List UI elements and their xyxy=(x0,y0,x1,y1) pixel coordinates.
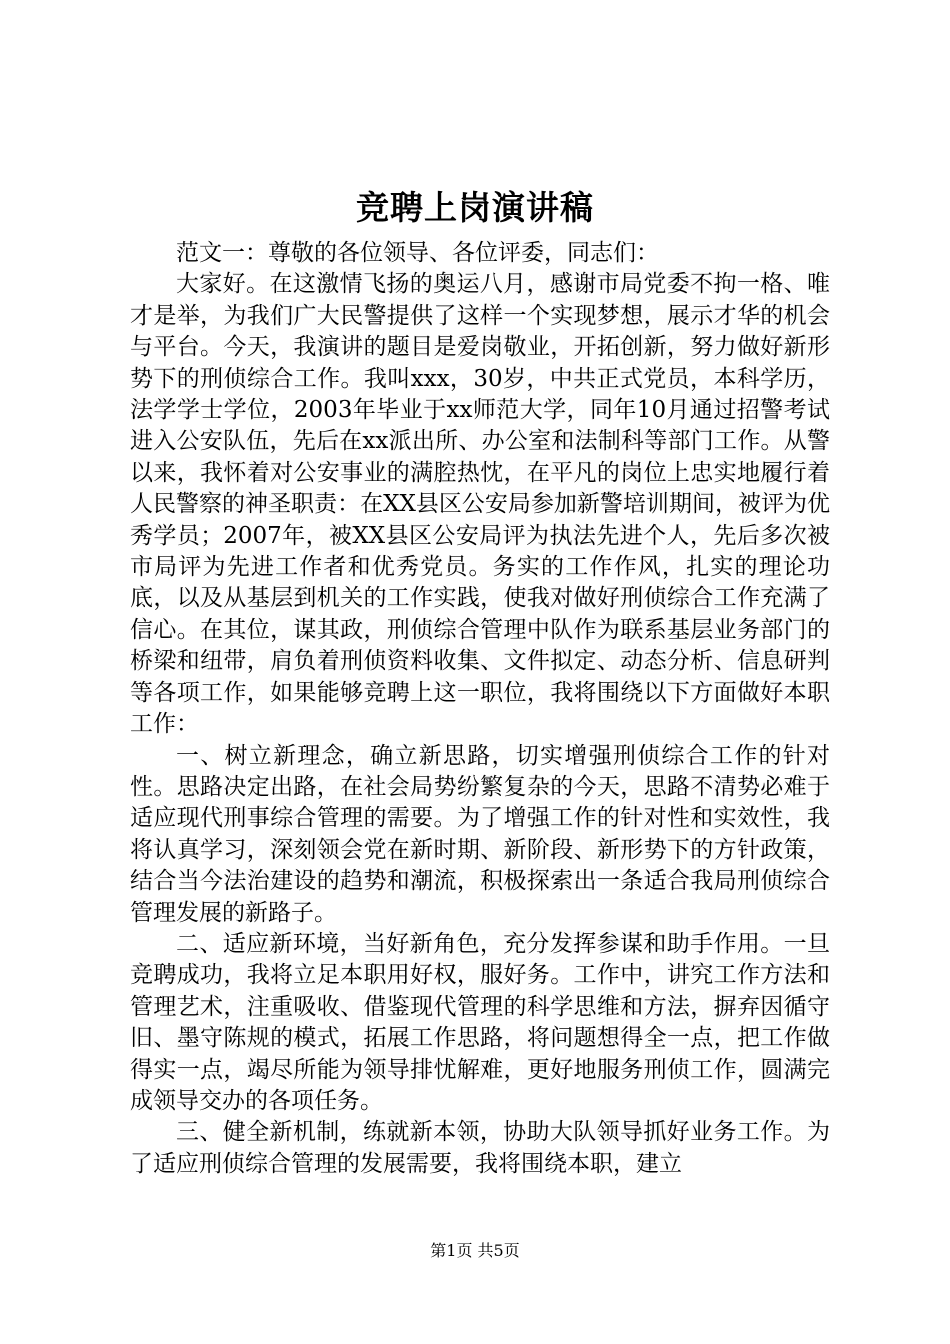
paragraph-point-two: 二、适应新环境，当好新角色，充分发挥参谋和助手作用。一旦竞聘成功，我将立足本职用好权，服好务。工作中，讲究工作方法和管理艺术，注重吸收、借鉴现代管理的科学思维和方法，摒弃因循守旧、墨守陈规的模式，拓展工作思路，将问题想得全一点，把工作做得实一点，竭尽所能为领导排忧解难，更好地服务刑侦工作，圆满完成领导交办的各项任务。 xyxy=(130,930,830,1114)
page-number-footer: 第1页 共5页 xyxy=(430,1241,520,1260)
document-body xyxy=(130,238,830,1180)
paragraph-point-one: 一、树立新理念，确立新思路，切实增强刑侦综合工作的针对性。思路决定出路，在社会局势纷繁复杂的今天，思路不清势必难于适应现代刑事综合管理的需要。为了增强工作的针对性和实效性，我将认真学习，深刻领会党在新时期、新阶段、新形势下的方针政策，结合当今法治建设的趋势和潮流，积极探索出一条适合我局刑侦综合管理发展的新路子。 xyxy=(130,742,830,926)
document-title: 竞聘上岗演讲稿 xyxy=(356,188,594,227)
paragraph-salutation: 范文一：尊敬的各位领导、各位评委，同志们： xyxy=(176,240,659,266)
paragraph-introduction: 大家好。在这激情飞扬的奥运八月，感谢市局党委不拘一格、唯才是举，为我们广大民警提供了这样一个实现梦想，展示才华的机会与平台。今天，我演讲的题目是爱岗敬业，开拓创新，努力做好新形势下的刑侦综合工作。我叫xxx，30岁，中共正式党员，本科学历，法学学士学位，2003年毕业于xx师范大学，同年10月通过招警考试进入公安队伍，先后在xx派出所、办公室和法制科等部门工作。从警以来，我怀着对公安事业的满腔热忱，在平凡的岗位上忠实地履行着人民警察的神圣职责：在XX县区公安局参加新警培训期间，被评为优秀学员；2007年，被XX县区公安局评为执法先进个人，先后多次被市局评为先进工作者和优秀党员。务实的工作作风，扎实的理论功底，以及从基层到机关的工作实践，使我对做好刑侦综合工作充满了信心。在其位，谋其政，刑侦综合管理中队作为联系基层业务部门的桥梁和纽带，肩负着刑侦资料收集、文件拟定、动态分析、信息研判等各项工作，如果能够竞聘上这一职位，我将围绕以下方面做好本职工作： xyxy=(130,271,830,738)
paragraph-point-three: 三、健全新机制，练就新本领，协助大队领导抓好业务工作。为了适应刑侦综合管理的发展需要，我将围绕本职，建立 xyxy=(130,1119,830,1177)
